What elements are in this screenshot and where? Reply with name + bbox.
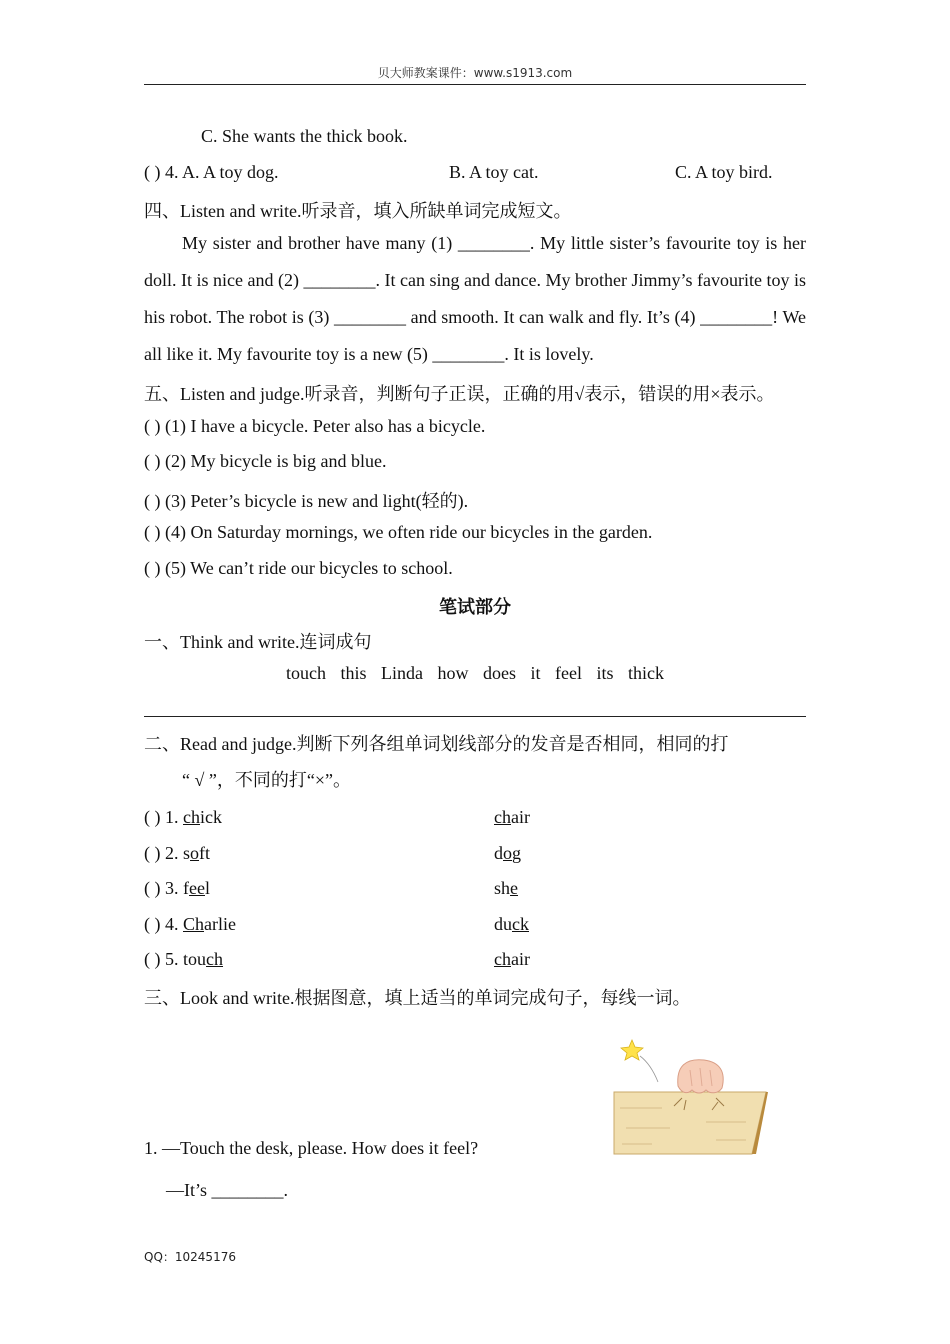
star-shape (621, 1040, 643, 1060)
q4-option-b: B. A toy cat. (449, 162, 539, 182)
underlined-part: e (510, 878, 519, 898)
word-part: f (183, 878, 189, 898)
q4-option-c: C. A toy bird. (675, 162, 773, 182)
q4-option-a: ( ) 4. A. A toy dog. (144, 162, 279, 182)
word-part: g (512, 843, 521, 863)
word-part: d (494, 843, 503, 863)
pair-row-1-right (494, 807, 530, 828)
section2-title-line1: 二、Read and judge.判断下列各组单词划线部分的发音是否相同，相同的打 (144, 734, 729, 754)
pair-prefix: ( ) 4. (144, 914, 183, 934)
word-part: ick (200, 807, 222, 827)
desk-top-shape (614, 1092, 766, 1154)
word-part: ft (199, 843, 211, 863)
word-part: l (204, 878, 210, 898)
section5-item: ( ) (4) On Saturday mornings, we often ride our bicycles in the garden. (144, 522, 653, 542)
section4-passage: My sister and brother have many (1) ________. My little sister’s favourite toy is her doll. It is nice and (2) ________. It can sing and dance. My brother Jimmy’s favourite toy is his robot. The robot is (3) ________ and smooth. It can walk and fly. It’s (4) ________! We all like it. My favourite toy is a new (5) ________. It is lovely. (144, 233, 806, 364)
written-section1-title: 一、Think and write.连词成句 (144, 632, 372, 652)
answer-line (144, 716, 806, 717)
pair-prefix: ( ) 2. (144, 843, 183, 863)
written-section3-title: 三、Look and write.根据图意，填上适当的单词完成句子，每线一词。 (144, 988, 691, 1008)
word-part: air (511, 949, 530, 969)
section3-question-1: 1. —Touch the desk, please. How does it feel? (144, 1138, 479, 1158)
pair-row-5-right (494, 949, 530, 970)
section3-answer-1: —It’s ________. (166, 1180, 289, 1200)
underlined-part: ch (494, 949, 511, 969)
written-section2-title (144, 726, 806, 798)
underlined-part: Ch (183, 914, 205, 934)
pair-row-5-left (144, 949, 223, 970)
underlined-part: o (503, 843, 512, 863)
section2-title-line2: “ √ ”，不同的打“×”。 (182, 770, 351, 790)
page-footer: QQ：10245176 (144, 1250, 236, 1264)
pair-row-3-right (494, 878, 518, 899)
underlined-part: ck (512, 914, 529, 934)
header-divider (144, 84, 806, 85)
pair-prefix: ( ) 5. (144, 949, 183, 969)
pair-prefix: ( ) 3. (144, 878, 183, 898)
underlined-part: ch (206, 949, 224, 969)
desk-touch-illustration (606, 1036, 768, 1160)
word-part: du (494, 914, 512, 934)
pair-row-2-right (494, 843, 521, 864)
pair-row-4-right (494, 914, 529, 935)
word-part: arlie (204, 914, 236, 934)
word-part: sh (494, 878, 511, 898)
page-header: 贝大师教案课件：www.s1913.com (377, 66, 573, 80)
written-part-title: 笔试部分 (439, 597, 511, 617)
section5-item: ( ) (1) I have a bicycle. Peter also has a bicycle. (144, 416, 486, 436)
word-part: air (511, 807, 530, 827)
underlined-part: ch (494, 807, 511, 827)
section5-item: ( ) (3) Peter’s bicycle is new and light(轻的). (144, 491, 469, 511)
word-part: s (183, 843, 191, 863)
underlined-part: ee (189, 878, 205, 898)
pair-row-1-left (144, 807, 222, 828)
pair-row-2-left (144, 843, 210, 864)
section5-item: ( ) (2) My bicycle is big and blue. (144, 451, 387, 471)
section5-item: ( ) (5) We can’t ride our bicycles to school. (144, 558, 453, 578)
underlined-part: ch (183, 807, 200, 827)
section5-title: 五、Listen and judge.听录音，判断句子正误，正确的用√表示，错误的用×表示。 (144, 384, 775, 404)
underlined-part: o (190, 843, 200, 863)
pair-prefix: ( ) 1. (144, 807, 183, 827)
scrambled-words: touch this Linda how does it feel its thick (286, 663, 664, 683)
section4-title: 四、Listen and write.听录音，填入所缺单词完成短文。 (144, 201, 572, 221)
q3-option-c: C. She wants the thick book. (201, 126, 408, 146)
pair-row-4-left (144, 914, 236, 935)
pair-row-3-left (144, 878, 210, 899)
word-part: tou (183, 949, 207, 969)
